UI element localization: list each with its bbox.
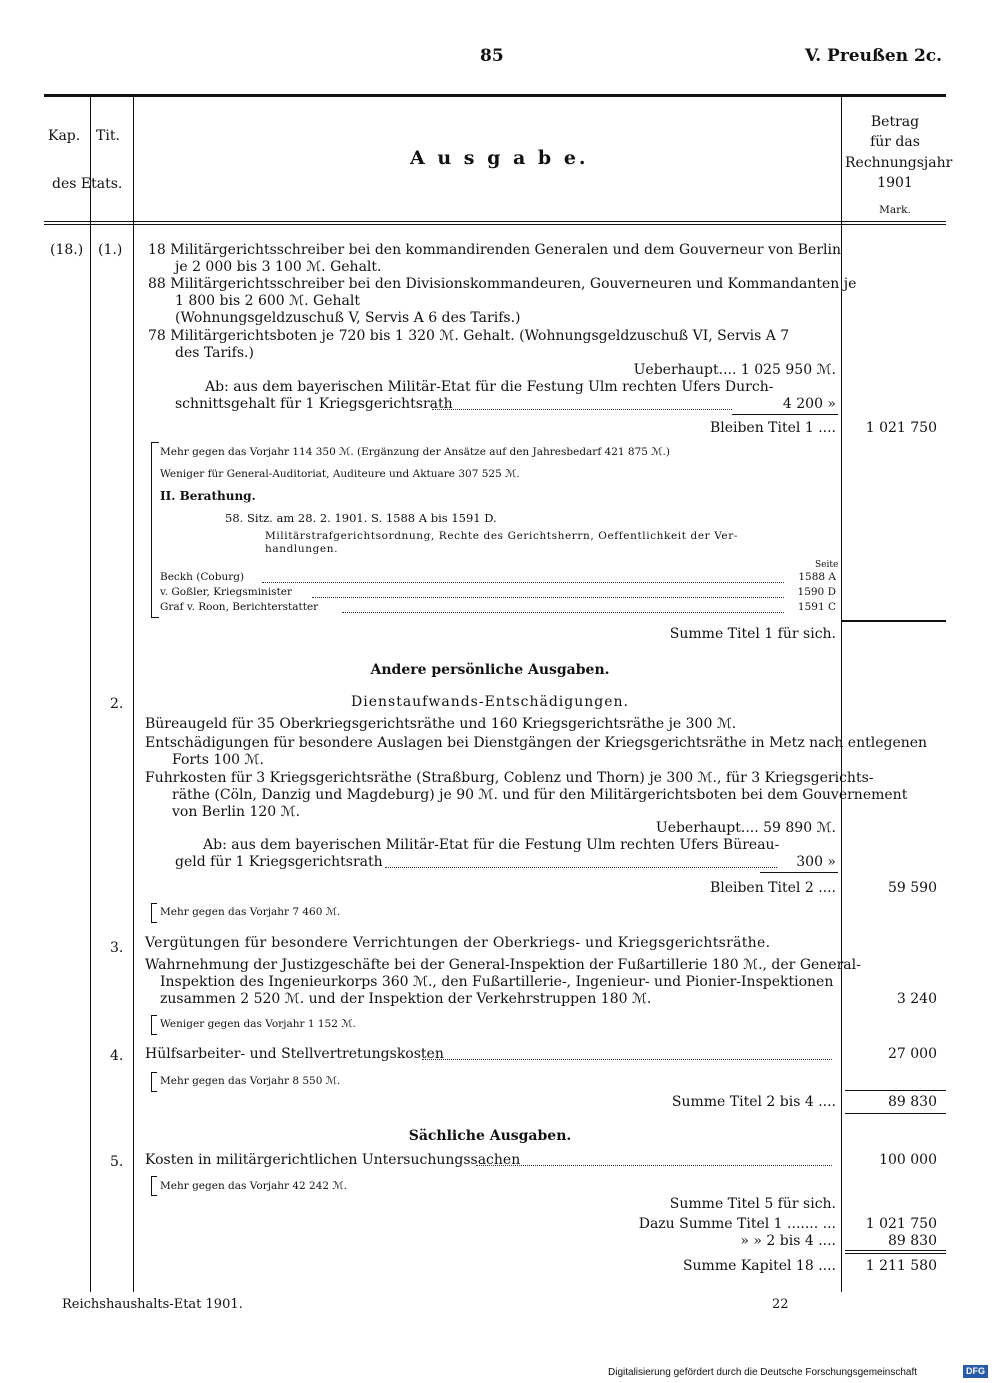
tit3-heading: Vergütungen für besondere Verrichtungen der Oberkriegs- und Kriegsgerichtsräthe.: [145, 935, 771, 951]
tit-number-5: 5.: [110, 1154, 124, 1170]
col-header-kap: Kap.: [48, 128, 81, 144]
speaker-name: Graf v. Roon, Berichterstatter: [160, 601, 319, 613]
andere-ab-line-2: geld für 1 Kriegsgerichtsrath: [175, 854, 383, 870]
debate-topic-1: Militärstrafgerichtsordnung, Rechte des Gerichtsherrn, Oeffentlichkeit der Ver-: [265, 530, 739, 542]
tit1-note-2: Weniger für General-Auditoriat, Auditeure und Aktuare 307 525 ℳ.: [160, 468, 520, 480]
andere-heading: Andere persönliche Ausgaben.: [370, 662, 610, 678]
dazu-summe-2: » » 2 bis 4 ....: [740, 1233, 836, 1249]
tit1-bleiben-amount: 1 021 750: [865, 420, 937, 436]
tit1-line-3: 88 Militärgerichtsschreiber bei den Divisionskommandeuren, Gouverneuren und Kommandanten je: [148, 276, 857, 292]
andere-ueberhaupt: Ueberhaupt.... 59 890 ℳ.: [655, 820, 836, 836]
speaker-page: 1590 D: [797, 586, 836, 598]
andere-line-2: Entschädigungen für besondere Auslagen bei Dienstgängen der Kriegsgerichtsräthe in Metz nach entlegenen: [145, 735, 928, 751]
col-header-betrag-2: für das: [870, 134, 920, 150]
dazu-summe-1-amount: 1 021 750: [865, 1216, 937, 1232]
debate-topic-2: handlungen.: [265, 543, 339, 555]
speaker-page: 1591 C: [797, 601, 836, 613]
tit1-ab-amount: 4 200 »: [782, 396, 836, 412]
tit2-note: Mehr gegen das Vorjahr 7 460 ℳ.: [160, 906, 341, 918]
kap-number: (18.): [50, 242, 84, 258]
tit1-ueberhaupt: Ueberhaupt.... 1 025 950 ℳ.: [633, 362, 836, 378]
tit1-line-6: 78 Militärgerichtsboten je 720 bis 1 320 ℳ. Gehalt. (Wohnungsgeldzuschuß VI, Servis A 7: [148, 328, 790, 344]
andere-line-3: Forts 100 ℳ.: [172, 752, 264, 768]
tit1-line-7: des Tarifs.): [175, 345, 254, 361]
speaker-name: Beckh (Coburg): [160, 571, 245, 583]
tit1-ab-line-2: schnittsgehalt für 1 Kriegsgerichtsrath: [175, 396, 453, 412]
col-header-unit: Mark.: [879, 204, 911, 216]
section-title: V. Preußen 2c.: [805, 46, 943, 66]
col-divider-kap: [90, 97, 91, 1292]
andere-line-1: Büreaugeld für 35 Oberkriegsgerichtsräthe und 160 Kriegsgerichtsräthe je 300 ℳ.: [145, 716, 737, 732]
page-number: 85: [480, 46, 504, 66]
tit1-line-2: je 2 000 bis 3 100 ℳ. Gehalt.: [175, 259, 382, 275]
tit4-amount: 27 000: [888, 1046, 937, 1062]
tit1-bleiben: Bleiben Titel 1 ....: [709, 420, 836, 436]
tit4-note: Mehr gegen das Vorjahr 8 550 ℳ.: [160, 1075, 341, 1087]
andere-line-4: Fuhrkosten für 3 Kriegsgerichtsräthe (Straßburg, Coblenz und Thorn) je 300 ℳ., für 3 Kriegsgerichts-: [145, 770, 874, 786]
andere-ab-amount: 300 »: [796, 854, 836, 870]
col-header-betrag-3: Rechnungsjahr: [845, 155, 953, 171]
footer-title: Reichshaushalts-Etat 1901.: [62, 1297, 243, 1312]
col-header-des-etats: des Etats.: [52, 176, 123, 192]
tit1-summe: Summe Titel 1 für sich.: [669, 626, 836, 642]
col-header-tit: Tit.: [96, 128, 120, 144]
top-rule: [44, 94, 946, 97]
tit-number-3: 3.: [110, 940, 124, 956]
tit3-note: Weniger gegen das Vorjahr 1 152 ℳ.: [160, 1018, 356, 1030]
tit5-summe: Summe Titel 5 für sich.: [669, 1196, 836, 1212]
col-header-betrag-4: 1901: [877, 175, 913, 191]
dfg-credit: Digitalisierung gefördert durch die Deutsche Forschungsgemeinschaft: [608, 1367, 918, 1378]
tit2-4-summe-amount: 89 830: [888, 1094, 937, 1110]
tit-number-2: 2.: [110, 696, 124, 712]
dfg-logo: DFG: [963, 1365, 988, 1378]
tit5-text: Kosten in militärgerichtlichen Untersuchungssachen: [145, 1152, 521, 1168]
tit1-note-1: Mehr gegen das Vorjahr 114 350 ℳ. (Ergänzung der Ansätze auf den Jahresbedarf 421 875 ℳ.): [160, 446, 670, 458]
footer-page: 22: [772, 1297, 789, 1312]
kapitel-summe-amount: 1 211 580: [865, 1258, 937, 1274]
andere-ab-line-1: Ab: aus dem bayerischen Militär-Etat für die Festung Ulm rechten Ufers Büreau-: [203, 837, 780, 853]
tit5-note: Mehr gegen das Vorjahr 42 242 ℳ.: [160, 1180, 348, 1192]
dazu-summe-2-amount: 89 830: [888, 1233, 937, 1249]
tit2-4-summe: Summe Titel 2 bis 4 ....: [671, 1094, 836, 1110]
tit5-amount: 100 000: [879, 1152, 937, 1168]
tit-number-1: (1.): [98, 242, 123, 258]
tit4-text: Hülfsarbeiter- und Stellvertretungskosten: [145, 1046, 444, 1062]
speaker-name: v. Goßler, Kriegsminister: [160, 586, 293, 598]
tit3-amount: 3 240: [896, 991, 937, 1007]
dazu-summe-1: Dazu Summe Titel 1 ....... ...: [638, 1216, 836, 1232]
tit-number-4: 4.: [110, 1048, 124, 1064]
seite-label: Seite: [815, 560, 839, 570]
header-rule-2: [44, 224, 946, 225]
tit3-line-1: Wahrnehmung der Justizgeschäfte bei der General-Inspektion der Fußartillerie 180 ℳ., der General-: [145, 957, 861, 973]
andere-subheading: Dienstaufwands-Entschädigungen.: [351, 694, 629, 710]
tit1-line-1: 18 Militärgerichtsschreiber bei den kommandirenden Generalen und dem Gouverneur von Berlin: [148, 242, 842, 258]
tit3-line-2: Inspektion des Ingenieurkorps 360 ℳ., den Fußartillerie-, Ingenieur- und Pionier-Inspektionen: [160, 974, 834, 990]
tit1-line-4: 1 800 bis 2 600 ℳ. Gehalt: [175, 293, 360, 309]
tit2-bleiben-amount: 59 590: [888, 880, 937, 896]
tit1-line-5: (Wohnungsgeldzuschuß V, Servis A 6 des Tarifs.): [175, 310, 521, 326]
header-rule: [44, 221, 946, 222]
kapitel-summe: Summe Kapitel 18 ....: [682, 1258, 836, 1274]
andere-line-5: räthe (Cöln, Danzig und Magdeburg) je 90 ℳ. und für den Militärgerichtsboten bei dem Gouvernement: [172, 787, 908, 803]
tit3-line-3: zusammen 2 520 ℳ. und der Inspektion der Verkehrstruppen 180 ℳ.: [160, 991, 652, 1007]
col-divider-tit: [133, 97, 134, 1292]
tit2-bleiben: Bleiben Titel 2 ....: [709, 880, 836, 896]
table-title: A u s g a b e.: [410, 147, 589, 169]
berathung-heading: II. Berathung.: [160, 489, 256, 503]
col-header-betrag-1: Betrag: [870, 114, 920, 130]
andere-line-6: von Berlin 120 ℳ.: [172, 804, 301, 820]
tit1-ab-line-1: Ab: aus dem bayerischen Militär-Etat für die Festung Ulm rechten Ufers Durch-: [205, 379, 774, 395]
saechlich-heading: Sächliche Ausgaben.: [408, 1128, 572, 1144]
sitzung-ref: 58. Sitz. am 28. 2. 1901. S. 1588 A bis 1591 D.: [225, 511, 497, 525]
speaker-page: 1588 A: [798, 571, 836, 583]
